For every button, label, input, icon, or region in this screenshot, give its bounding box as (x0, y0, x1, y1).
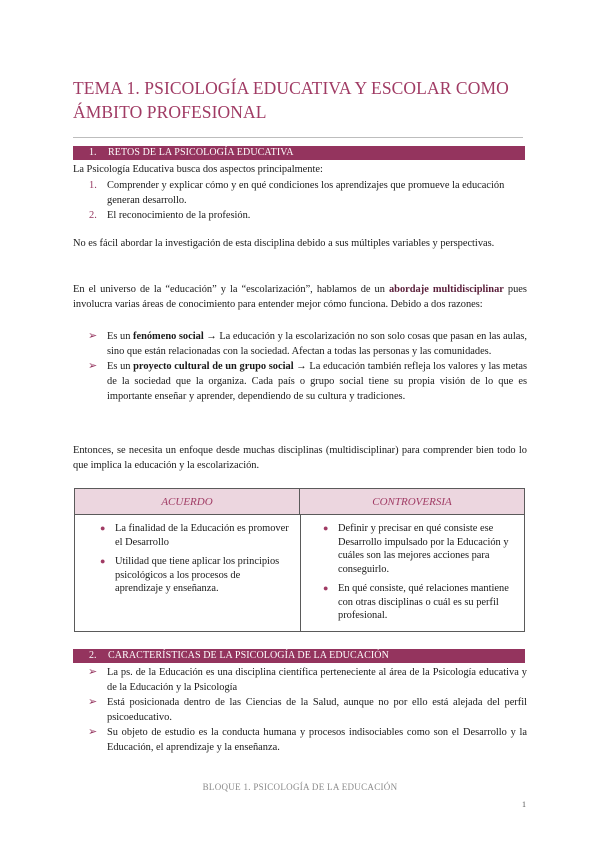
bullet-dot-icon: ● (100, 523, 106, 533)
aspect-text: Comprender y explicar cómo y en qué condiciones los aprendizajes que promueve la educación generan desarrollo. (107, 180, 505, 206)
controversy-item (312, 582, 517, 623)
page-title: TEMA 1. PSICOLOGÍA EDUCATIVA Y ESCOLAR COMO ÁMBITO PROFESIONAL (73, 78, 509, 122)
characteristic-item (73, 665, 527, 695)
section-1-header (73, 146, 525, 160)
controversy-text: Definir y precisar en qué consiste ese Desarrollo impulsado por la Educación y cuáles son las mejores acciones para conseguirlo. (338, 523, 509, 575)
reason-text: La educación también refleja los valores y las metas de la sociedad que la organiza. Cada país o grupo social tiene su propia visión de lo que es importante enseñar y aprender, dependiendo de su cultura y tradiciones. (107, 361, 528, 402)
aspect-text: El reconocimiento de la profesión. (107, 210, 251, 221)
table-column-divider (300, 515, 301, 631)
agreement-item (89, 555, 289, 596)
bullet-dot-icon: ● (323, 583, 329, 593)
characteristic-item (73, 725, 527, 755)
characteristic-item (73, 695, 527, 725)
arrow-bullet-icon: ➢ (88, 360, 98, 372)
title-divider (73, 137, 523, 138)
characteristic-text: Su objeto de estudio es la conducta humana y procesos indisociables como son el Desarrollo y la Educación, el aprendizaje y la enseñanza. (107, 727, 527, 753)
agreement-text: La finalidad de la Educación es promover el Desarrollo (115, 523, 289, 548)
reason-text: La educación y la escolarización no son solo cosas que pasan en las aulas, sino que están relacionadas con la sociedad. Afectan a todas las personas y las comunidades. (107, 331, 527, 357)
controversy-item (312, 522, 517, 576)
aspect-item (73, 208, 525, 223)
controversy-text: En qué consiste, qué relaciones mantiene con otras disciplinas o cuál es su perfil profesional. (338, 583, 509, 621)
conclusion-paragraph: Entonces, se necesita un enfoque desde muchas disciplinas (multidisciplinar) para comprender bien todo lo que implica la educación y la escolarización. (73, 445, 527, 471)
characteristic-text: Está posicionada dentro de las Ciencias de la Salud, aunque no por ello está alejada del perfil psicoeducativo. (107, 697, 527, 723)
arrow-bullet-icon: ➢ (88, 726, 98, 738)
bullet-dot-icon: ● (323, 523, 329, 533)
difficulty-paragraph: No es fácil abordar la investigación de esta disciplina debido a sus múltiples variables y perspectivas. (73, 238, 495, 249)
universe-bold-term: abordaje multidisciplinar (388, 284, 504, 295)
arrow-bullet-icon: ➢ (88, 330, 98, 342)
page-footer: BLOQUE 1. PSICOLOGÍA DE LA EDUCACIÓN (202, 782, 398, 792)
universe-paragraph (73, 282, 527, 312)
page-number: 1 (522, 800, 526, 809)
aspect-number: 2. (89, 210, 97, 221)
reason-item (73, 359, 527, 404)
agreement-controversy-table (74, 488, 525, 632)
aspect-item (73, 178, 525, 208)
controversy-list (312, 522, 517, 629)
section-1-title: RETOS DE LA PSICOLOGÍA EDUCATIVA (108, 147, 294, 158)
arrow-bullet-icon: ➢ (88, 696, 98, 708)
aspect-number: 1. (89, 180, 97, 191)
aspects-list (73, 178, 525, 223)
bullet-dot-icon: ● (100, 556, 106, 566)
intro-text: La Psicología Educativa busca dos aspectos principalmente: (73, 164, 323, 175)
universe-text-start: En el universo de la “educación” y la “escolarización”, hablamos de un (73, 284, 389, 295)
section-2-number: 2. (89, 650, 97, 661)
reason-bold-term: fenómeno social (133, 331, 204, 342)
agreement-item (89, 522, 289, 549)
table-header-controversy: CONTROVERSIA (300, 489, 524, 515)
universe-text-end: pues involucra varias áreas de conocimiento para entender mejor cómo funciona. Debido a dos razones: (73, 284, 527, 310)
reason-item (73, 329, 527, 359)
characteristic-text: La ps. de la Educación es una disciplina científica perteneciente al área de la Psicología educativa y de la Educación y la Psicología (107, 667, 527, 693)
reason-arrow: → (293, 361, 310, 372)
agreement-text: Utilidad que tiene aplicar los principios psicológicos a los procesos de aprendizaje y enseñanza. (115, 556, 280, 594)
agreement-list (89, 522, 289, 602)
reason-prefix: Es un (107, 361, 134, 372)
table-header-agreement: ACUERDO (75, 489, 300, 515)
section-2-header (73, 649, 525, 663)
reason-arrow: → (203, 331, 220, 342)
section-1-number: 1. (89, 147, 97, 158)
reason-bold-term: proyecto cultural de un grupo social (133, 361, 294, 372)
reasons-list (73, 329, 527, 404)
arrow-bullet-icon: ➢ (88, 666, 98, 678)
section-2-title: CARACTERÍSTICAS DE LA PSICOLOGÍA DE LA EDUCACIÓN (108, 650, 389, 661)
characteristics-list (73, 665, 527, 755)
reason-prefix: Es un (107, 331, 133, 342)
